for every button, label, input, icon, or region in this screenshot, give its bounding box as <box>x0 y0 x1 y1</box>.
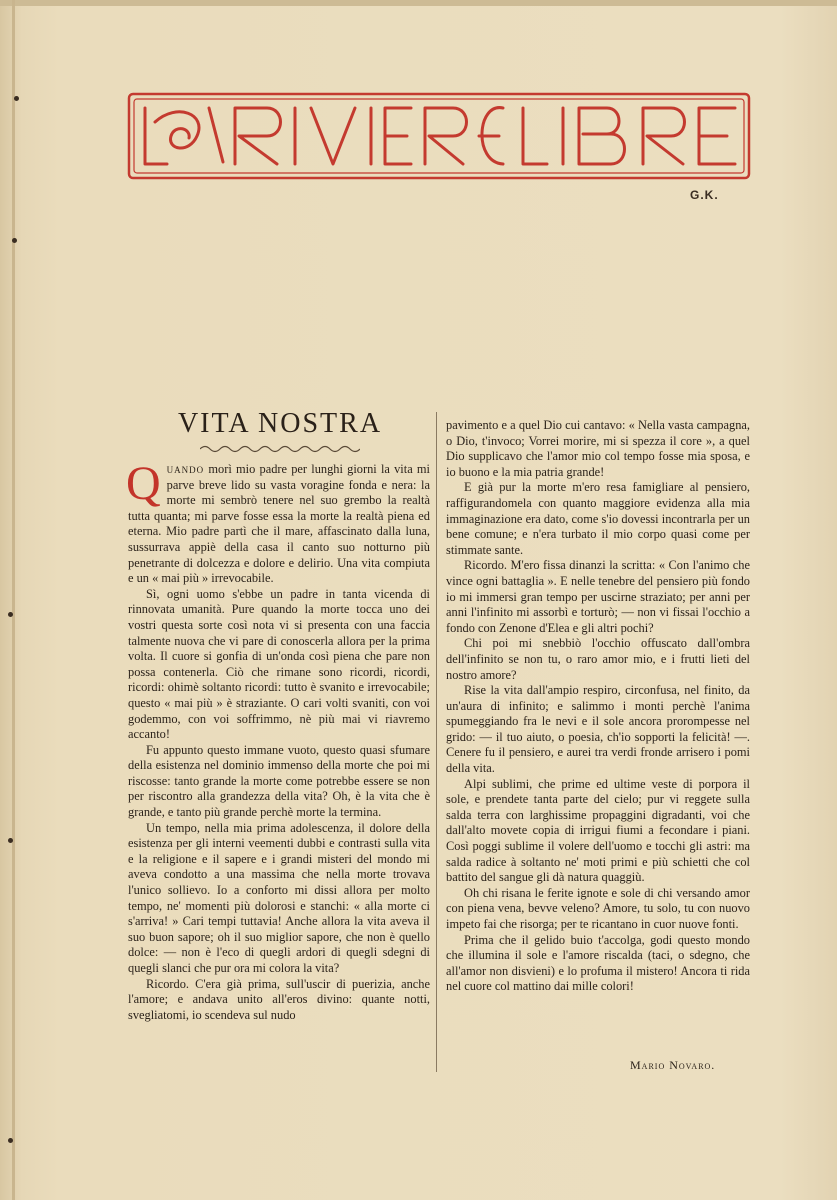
article-paragraph: Sì, ogni uomo s'ebbe un padre in tanta vicenda di rinnovata umanità. Pure quando la morte tocca uno dei vostri questa sorte così nota vi si presenta con una faccia talmente nuova che vi pare di conoscerla allora per la prima volta. Il cuore si gonfia di un'onda così piena che pare non possa contenerla. Ciò che rimane sono ricordi, ricordi, ricordi: ohimè soltanto ricordi: tutto è svanito e irrevocabile; questo « mai più » è straziante. O cari volti svaniti, con voi godemmo, con voi soffrimmo, nè più mai vi riavremo accanto! <box>128 586 430 742</box>
column-divider <box>436 412 437 1072</box>
binding-hole <box>8 1138 13 1143</box>
binding-hole <box>8 612 13 617</box>
article-paragraph: E già pur la morte m'ero resa famigliare al pensiero, raffigurandomela con quanto maggiore evidenza alla mia immaginazione era dato, come s'io dovessi incontrarla per un bene comune; e n'era turbato il mio corpo quasi come per stimmate sante. <box>446 480 750 557</box>
article-paragraph: pavimento e a quel Dio cui cantavo: « Nella vasta campagna, o Dio, t'invoco; Vorrei morire, mi si spezza il core », a quel Dio supplicavo che l'amor mio col tempo fosse mia sposa, e io buono e la mia patria grande! <box>446 418 750 479</box>
article-column-right <box>446 418 750 995</box>
drop-cap: Q <box>126 457 161 510</box>
paragraph-text: morì mio padre per lunghi giorni la vita mi parve breve lido su vasta voragine fonda e nera: la morte mi sembrò tenere nel suo grembo la realtà tutta quanta; mi parve fosse essa la morte la realtà piena ed eterna. Mio padre partì che il mare, affascinato dalla luna, sussurrava appiè della casa il canto suo notturno più penetrante di dolcezza e dolore e delirio. Una vita compiuta e un « mai più » irrevocabile. <box>128 462 430 586</box>
page-top-edge <box>0 0 837 6</box>
article-paragraph: Oh chi risana le ferite ignote e sole di chi versando amor con piena vena, bevve veleno? Amore, tu solo, tu con nuovo impeto fai che risorga; per te ricantano in cuor nuove fonti. <box>446 885 750 931</box>
article-column-left <box>126 457 430 1023</box>
masthead-lettering <box>127 92 751 180</box>
illustrator-signature: G.K. <box>690 188 719 202</box>
article-paragraph: Un tempo, nella mia prima adolescenza, il dolore della esistenza per gli interni veementi dubbi e contrasti sulla vita e la religione e il sapere e i grandi misteri del mondo mi aveva condotto a una massima che nella morte trovava l'unico sollievo. Io a conforto mi dissi allora per molto tempo, ne' momenti più dolorosi e stanchi: « alla morte ci s'arriva! » Cari tempi tuttavia! Anche allora la vita aveva il suo buon sapore; oh il suo miglior sapore, che non è quello dolce: — non è l'eco di quegli ardori di quegli sdegni di quegli slanci che pur ora mi colora la vita? <box>128 820 430 975</box>
title-ornament <box>200 443 360 455</box>
article-paragraph: Rise la vita dall'ampio respiro, circonfusa, nel finito, da un'aura di infinito; e salimmo i monti perchè l'anima spumeggiando fra le nevi e il sole ancora prorompesse nel grido: — il tuo aiuto, o poesia, ch'io sopporti la felicità! —. Cenere fu il pensiero, e aurei tra verdi fronde arrisero i pomi della vita. <box>446 683 750 776</box>
article-title: VITA NOSTRA <box>177 408 383 439</box>
binding-hole <box>14 96 19 101</box>
article-paragraph: Fu appunto questo immane vuoto, questo quasi sfumare della esistenza nel dominio immenso della morte che poi mi riscosse: tanto grande la morte come potrebbe essere se non per riscontro alla grandezza della vita? Oh, è la vita che è grande, e tanto più grande perchè morte la termina. <box>128 742 430 820</box>
binding-edge <box>12 0 15 1200</box>
first-word: uando <box>166 462 205 476</box>
article-paragraph: Alpi sublimi, che prime ed ultime veste di porpora il sole, e prendete tanta parte del cielo; pur vi reggete sulla salda terra con larghissime propaggini digradanti, voi che dall'alto movete copia di irrigui fiumi a fecondare i piani. Così poggi sublime il volere dell'uomo e tocchi gli astri: ma salda radice à soltanto ne' moti primi e più schietti che col battito del sangue gli dà natura quaggiù. <box>446 776 750 885</box>
article-paragraph <box>126 457 430 587</box>
masthead-banner <box>127 92 751 180</box>
binding-hole <box>8 838 13 843</box>
article-paragraph: Ricordo. M'ero fissa dinanzi la scritta: « Con l'animo che vince ogni battaglia ». E nelle tenebre del pensiero più fondo io mi immersi gran tempo per uscirne straziato; per anni per anni l'infinito mi assorbì e torturò; — non vi fissai l'occhio a fondo con Zenone d'Elea e gli altri pochi? <box>446 558 750 635</box>
article-paragraph: Prima che il gelido buio t'accolga, godi questo mondo che illumina il sole e l'amore riscalda (taci, o sdegno, che all'amor non disvieni) e lo profuma il mistero! Ancora ti rida nel cuore col mattino dai mille colori! <box>446 932 750 994</box>
article-author: Mario Novaro. <box>630 1058 716 1072</box>
article-paragraph: Chi poi mi snebbiò l'occhio offuscato dall'ombra dell'infinito se non tu, o raro amor mio, e i frutti lieti del nostro amore? <box>446 636 750 682</box>
binding-hole <box>12 238 17 243</box>
article-paragraph: Ricordo. C'era già prima, sull'uscir di puerizia, anche l'amore; e andava unito all'eros divino: quante notti, svegliatomi, io scendeva sul nudo <box>128 976 430 1022</box>
